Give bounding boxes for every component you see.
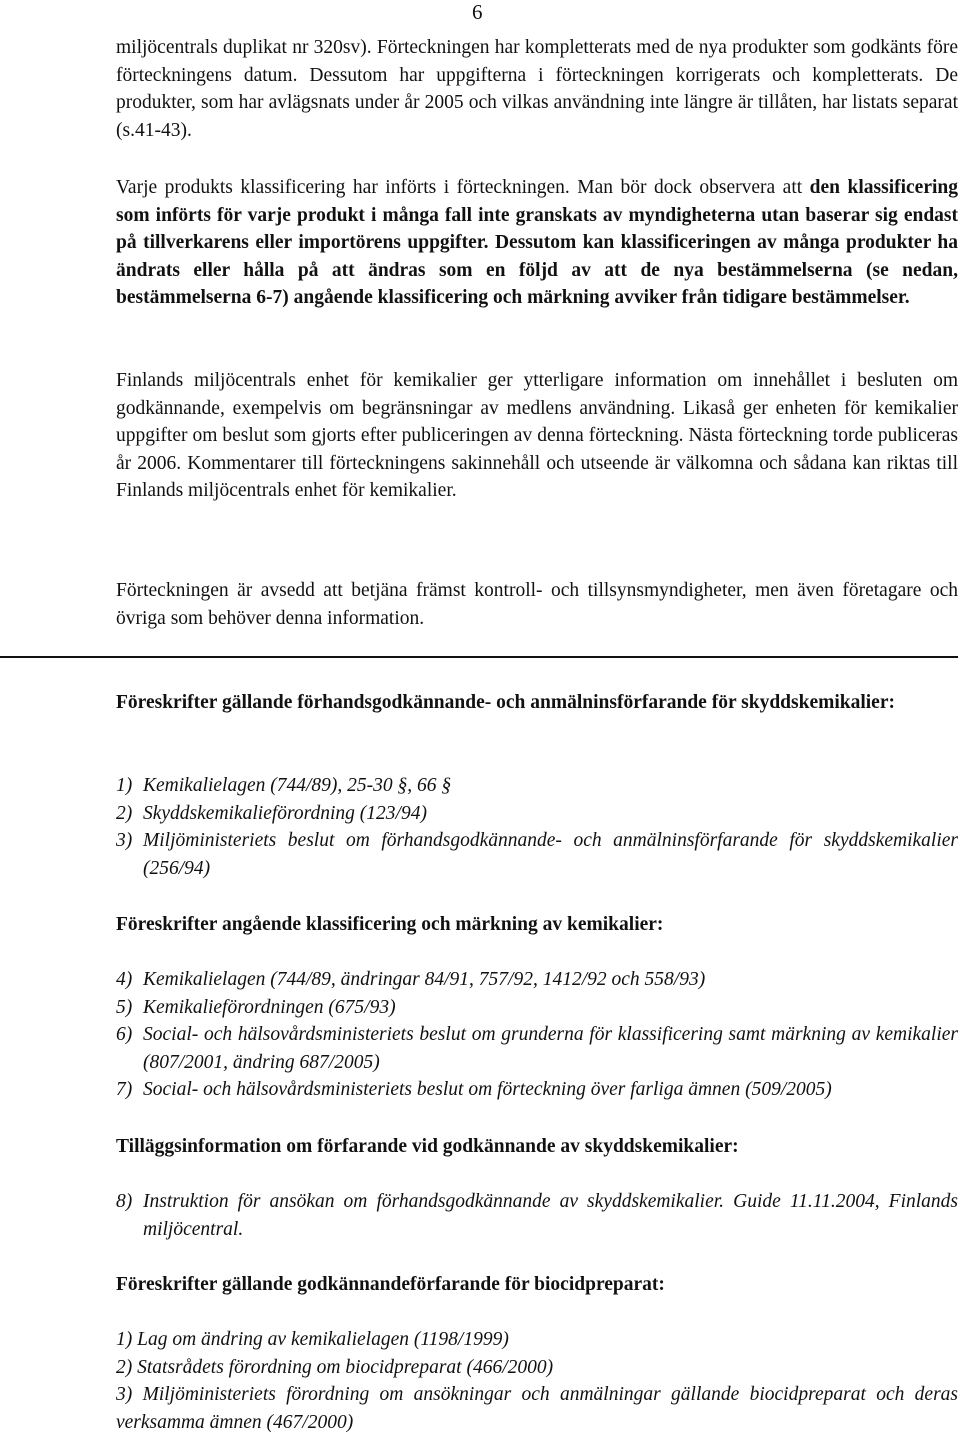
classification-note-lead: Varje produkts klassificering har införts i förteckningen. Man bör dock observera att xyxy=(116,177,803,198)
reference-item xyxy=(116,1021,958,1076)
reference-text: Instruktion för ansökan om förhandsgodkännande av skyddskemikalier. Guide 11.11.2004, Finlands miljöcentral. xyxy=(143,1191,958,1240)
reference-item xyxy=(116,772,958,800)
reference-text: Kemikalielagen (744/89, ändringar 84/91, 757/92, 1412/92 och 558/93) xyxy=(143,969,706,990)
intro-paragraph-3: Finlands miljöcentrals enhet för kemikalier ger ytterligare information om innehållet i besluten om godkännande, exempelvis om begränsningar av medlens användning. Likaså ger enheten för kemikalier uppgifter om beslut som gjorts efter publiceringen av denna förteckning. Nästa förteckning torde publiceras år 2006. Kommentarer till förteckningens sakinnehåll och utseende är välkomna och sådana kan riktas till Finlands miljöcentrals enhet för kemikalier. xyxy=(116,370,958,501)
reference-item xyxy=(116,1354,958,1382)
intro-paragraph-2 xyxy=(116,174,958,312)
section-heading-preapproval: Föreskrifter gällande förhandsgodkännande- och anmälninsförfarande för skyddskemikalier: xyxy=(116,692,895,713)
reference-item xyxy=(116,1076,958,1104)
reference-item xyxy=(116,827,958,882)
reference-number: 2) xyxy=(116,1356,133,1378)
reference-item xyxy=(116,994,958,1022)
reference-text: Lag om ändring av kemikalielagen (1198/1999) xyxy=(137,1329,509,1350)
reference-number: 7) xyxy=(116,1079,133,1100)
classification-note-emphasis: den klassificering som införts för varje produkt i många fall inte granskats av myndigheterna utan baserar sig endast på tillverkarens eller importörens uppgifter. Dessutom kan klassificeringen av många produkter ha ändrats eller hålla på att ändras som en följd av att de nya bestämmelserna (se nedan, bestämmelserna 6-7) angående klassificering och märkning avviker från tidigare bestämmelser. xyxy=(116,177,959,308)
reference-text: Social- och hälsovårdsministeriets beslut om förteckning över farliga ämnen (509/2005) xyxy=(143,1079,832,1100)
reference-list-additional-info xyxy=(116,1188,958,1243)
intro-paragraph-4: Förteckningen är avsedd att betjäna främst kontroll- och tillsynsmyndigheter, men även företagare och övriga som behöver denna information. xyxy=(116,580,958,629)
reference-text: Statsrådets förordning om biocidpreparat (466/2000) xyxy=(137,1356,554,1378)
reference-text: Miljöministeriets beslut om förhandsgodkännande- och anmälninsförfarande för skyddskemikalier (256/94) xyxy=(143,830,958,879)
reference-item xyxy=(116,1381,958,1436)
reference-number: 3) xyxy=(116,830,133,851)
reference-item xyxy=(116,1188,958,1243)
reference-number: 3) xyxy=(116,1384,133,1405)
reference-number: 5) xyxy=(116,996,133,1018)
section-heading-classification: Föreskrifter angående klassificering och märkning av kemikalier: xyxy=(116,914,664,935)
reference-item xyxy=(116,1326,958,1354)
reference-list-classification xyxy=(116,966,958,1104)
reference-number: 1) xyxy=(116,1329,133,1350)
reference-number: 2) xyxy=(116,802,133,824)
reference-number: 1) xyxy=(116,775,133,796)
section-heading-biocides: Föreskrifter gällande godkännandeförfarande för biocidpreparat: xyxy=(116,1274,665,1295)
section-heading-additional-info: Tilläggsinformation om förfarande vid godkännande av skyddskemikalier: xyxy=(116,1136,739,1157)
reference-text: Social- och hälsovårdsministeriets beslut om grunderna för klassificering samt märkning av kemikalier (807/2001, ändring 687/2005) xyxy=(143,1024,958,1073)
reference-text: Miljöministeriets förordning om ansökningar och anmälningar gällande biocidpreparat och deras verksamma ämnen (467/2000) xyxy=(116,1384,958,1433)
reference-number: 6) xyxy=(116,1024,133,1045)
reference-text: Kemikalielagen (744/89), 25-30 §, 66 § xyxy=(143,775,452,796)
page-number: 6 xyxy=(472,0,483,24)
reference-number: 8) xyxy=(116,1191,133,1212)
reference-item xyxy=(116,800,958,828)
reference-list-preapproval xyxy=(116,772,958,882)
intro-paragraph-1: miljöcentrals duplikat nr 320sv). Förteckningen har kompletterats med de nya produkter som godkänts före förteckningens datum. Dessutom har uppgifterna i förteckningen korrigerats och kompletterats. De produkter, som har avlägsnats under år 2005 och vilkas användning inte längre är tillåten, har listats separat (s.41-43). xyxy=(116,37,958,141)
reference-number: 4) xyxy=(116,969,133,990)
reference-text: Skyddskemikalieförordning (123/94) xyxy=(143,802,427,824)
reference-text: Kemikalieförordningen (675/93) xyxy=(143,996,396,1018)
reference-item xyxy=(116,966,958,994)
horizontal-divider xyxy=(0,656,958,658)
reference-list-biocides xyxy=(116,1326,958,1436)
